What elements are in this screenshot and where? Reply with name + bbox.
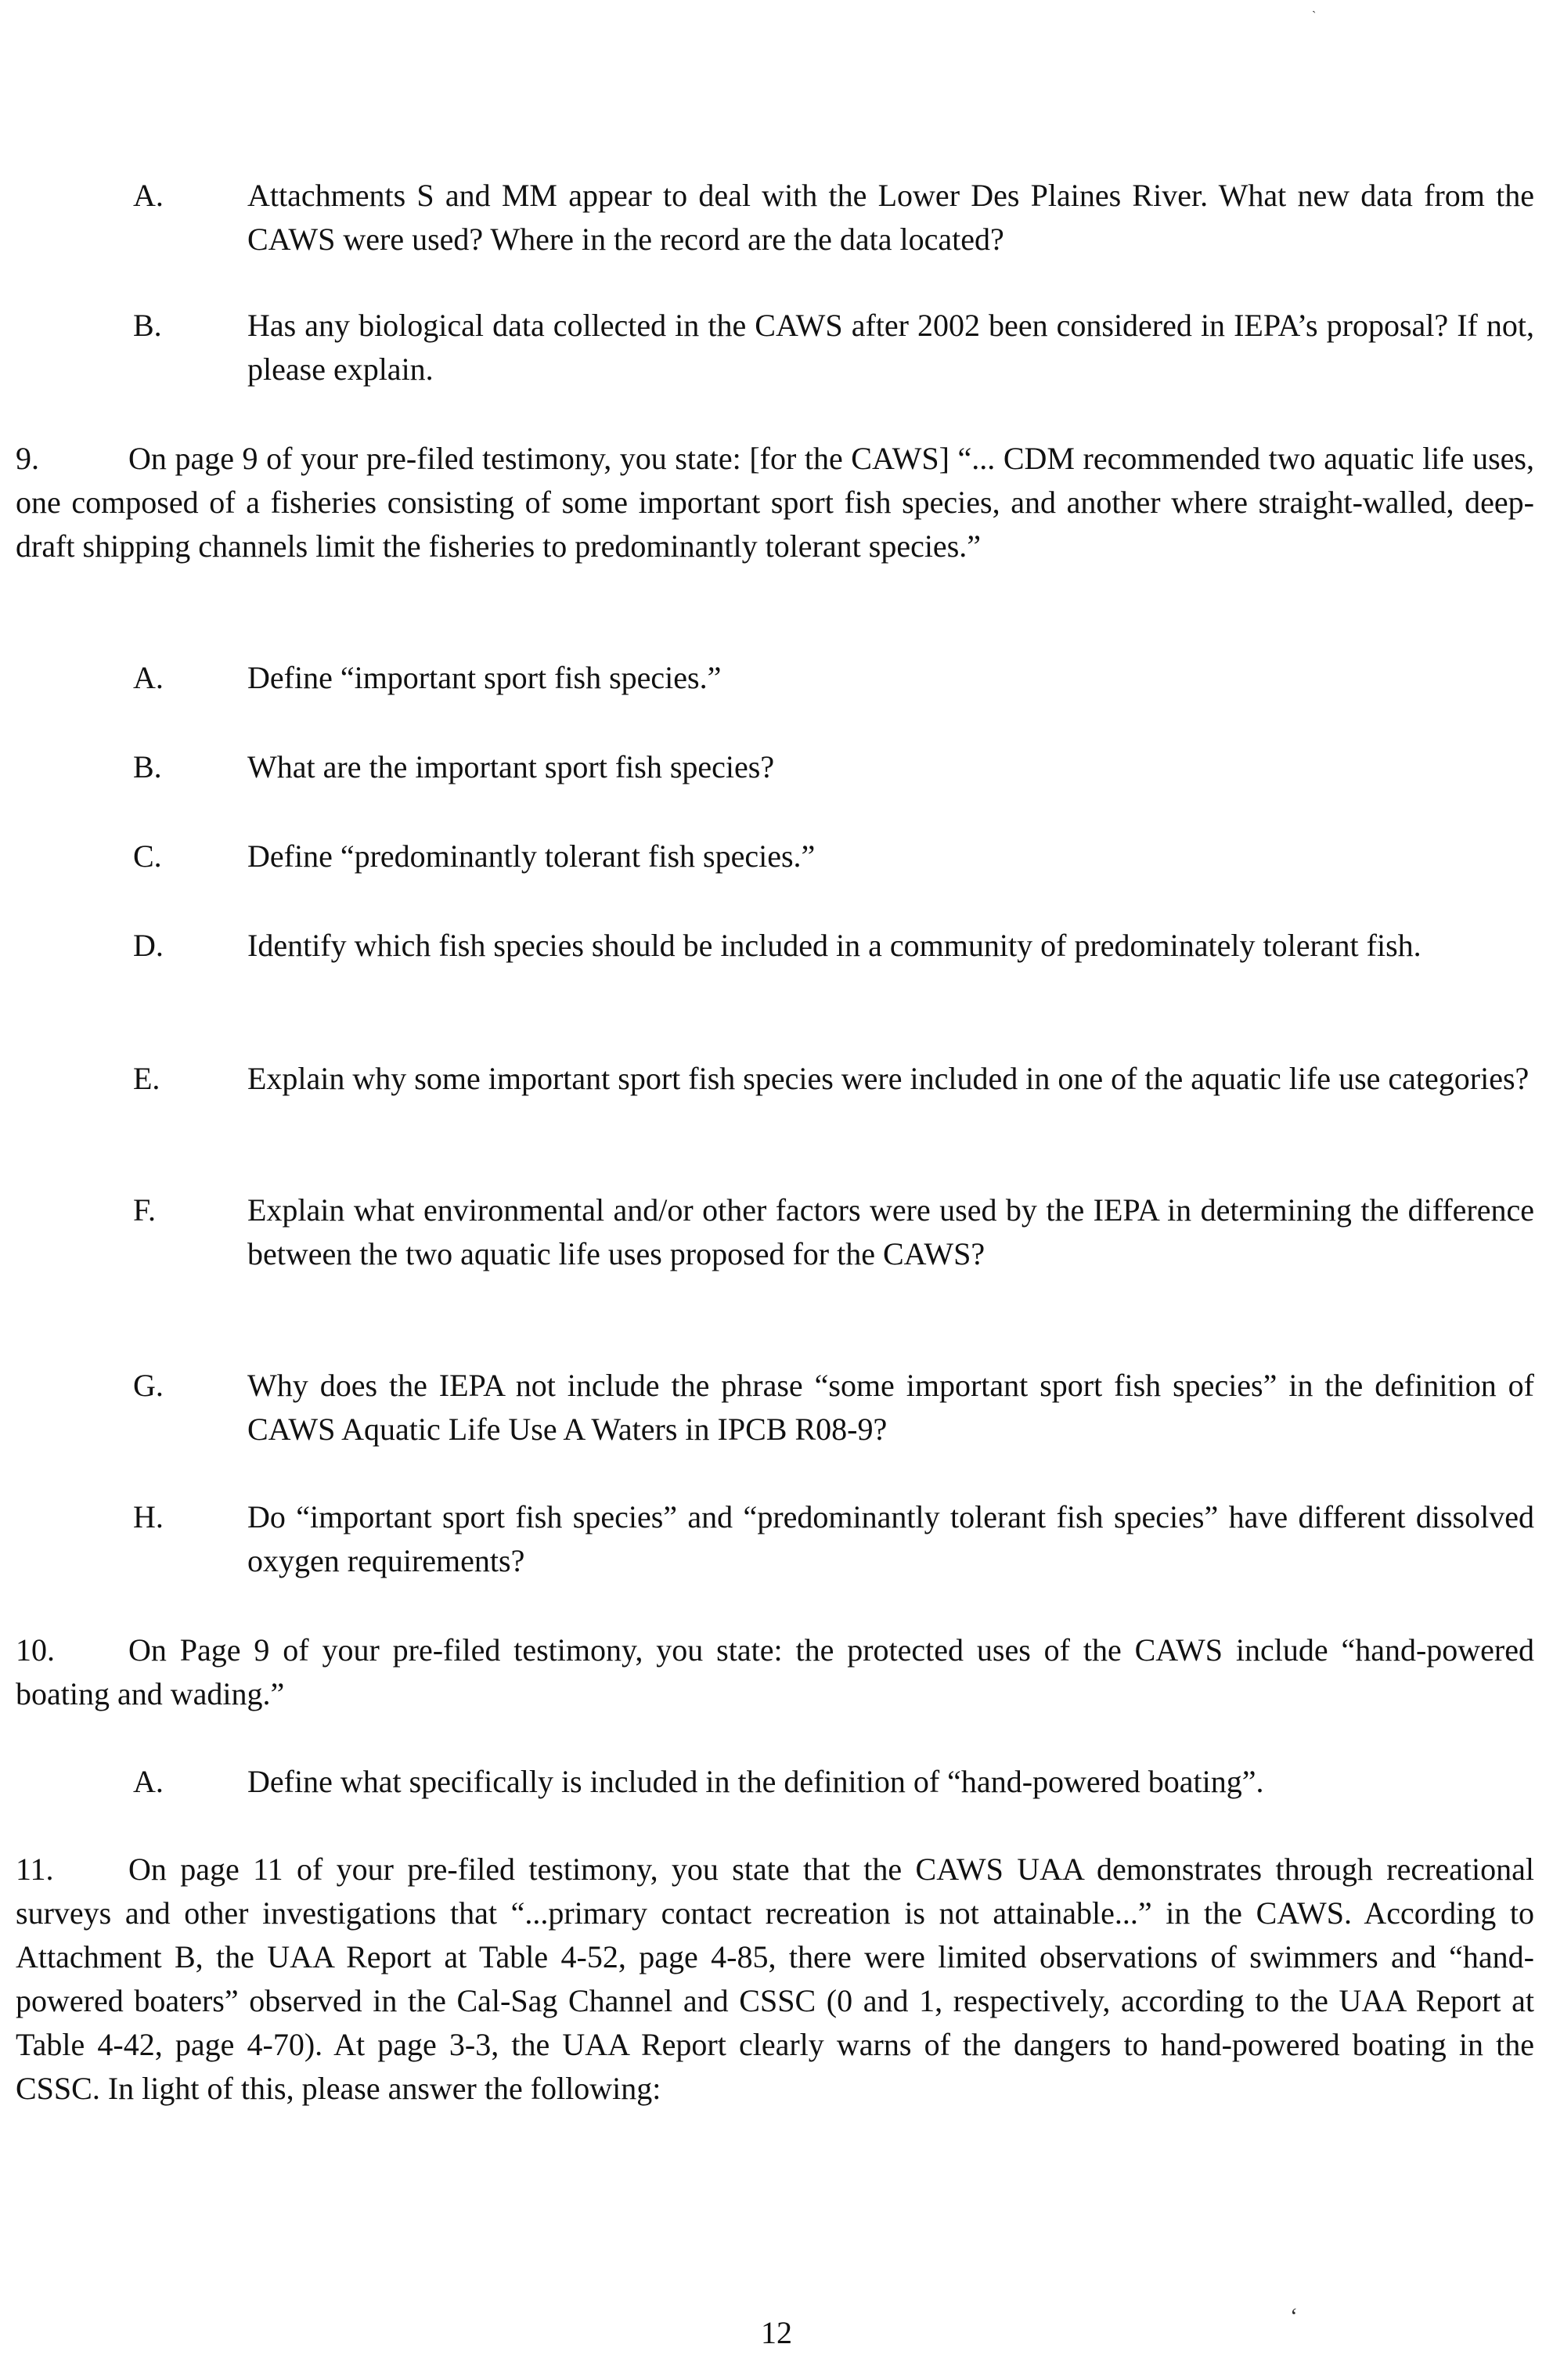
item-letter: B. (133, 749, 162, 784)
question-9h (133, 1495, 1534, 1583)
item-text: Attachments S and MM appear to deal with the Lower Des Plaines River. What new data from the CAWS were used? Where in the record are the data located? (247, 178, 1534, 257)
item-text: On Page 9 of your pre-filed testimony, you state: the protected uses of the CAWS include “hand-powered boating and wading.” (16, 1632, 1534, 1711)
item-text: Why does the IEPA not include the phrase “some important sport fish species” in the definition of CAWS Aquatic Life Use A Waters in IPCB R08-9? (247, 1368, 1534, 1447)
item-letter: C. (133, 838, 162, 874)
question-9c (133, 835, 1534, 878)
item-number: 9. (16, 441, 39, 476)
item-text: What are the important sport fish species? (247, 749, 775, 784)
question-10 (16, 1628, 1534, 1716)
item-letter: F. (133, 1192, 157, 1228)
item-number: 11. (16, 1852, 54, 1887)
item-text: Identify which fish species should be included in a community of predominately tolerant fish. (247, 928, 1421, 963)
item-text: Explain what environmental and/or other factors were used by the IEPA in determining the difference between the two aquatic life uses proposed for the CAWS? (247, 1192, 1534, 1271)
item-letter: H. (133, 1499, 164, 1534)
item-letter: A. (133, 1764, 164, 1799)
scan-speck-top: ` (1312, 9, 1317, 23)
item-letter: B. (133, 308, 162, 343)
item-text: Explain why some important sport fish species were included in one of the aquatic life use categories? (247, 1061, 1530, 1096)
question-9d (133, 924, 1534, 968)
question-9 (16, 437, 1534, 568)
question-9a (133, 656, 1534, 700)
page-number: 12 (761, 2315, 792, 2350)
item-number: 10. (16, 1632, 55, 1668)
question-9g (133, 1364, 1534, 1451)
item-letter: E. (133, 1061, 160, 1096)
question-10a (133, 1760, 1534, 1804)
item-text: Has any biological data collected in the CAWS after 2002 been considered in IEPA’s proposal? If not, please explain. (247, 308, 1534, 387)
item-text: On page 9 of your pre-filed testimony, you state: [for the CAWS] “... CDM recommended two aquatic life uses, one composed of a fisheries consisting of some important sport fish species, and another where straight-walled, deep-draft shipping channels limit the fisheries to predominantly tolerant species.” (16, 441, 1534, 564)
item-text: On page 11 of your pre-filed testimony, you state that the CAWS UAA demonstrates through recreational surveys and other investigations that “...primary contact recreation is not attainable...” in the CAWS. According to Attachment B, the UAA Report at Table 4-52, page 4-85, there were limited observations of swimmers and “hand-powered boaters” observed in the Cal-Sag Channel and CSSC (0 and 1, respectively, according to the UAA Report at Table 4-42, page 4-70). At page 3-3, the UAA Report clearly warns of the dangers to hand-powered boating in the CSSC. In light of this, please answer the following: (16, 1852, 1534, 2106)
question-9e (133, 1057, 1534, 1101)
item-letter: A. (133, 178, 164, 213)
item-text: Do “important sport fish species” and “predominantly tolerant fish species” have different dissolved oxygen requirements? (247, 1499, 1534, 1578)
item-letter: G. (133, 1368, 164, 1403)
item-text: Define “predominantly tolerant fish species.” (247, 838, 816, 874)
question-9f (133, 1188, 1534, 1276)
item-letter: D. (133, 928, 164, 963)
item-text: Define what specifically is included in the definition of “hand-powered boating”. (247, 1764, 1264, 1799)
item-letter: A. (133, 660, 164, 695)
question-9b (133, 745, 1534, 789)
question-8b (133, 304, 1534, 391)
question-8a (133, 174, 1534, 261)
question-11 (16, 1848, 1534, 2111)
item-text: Define “important sport fish species.” (247, 660, 722, 695)
scan-speck: ‘ (1290, 2303, 1298, 2329)
